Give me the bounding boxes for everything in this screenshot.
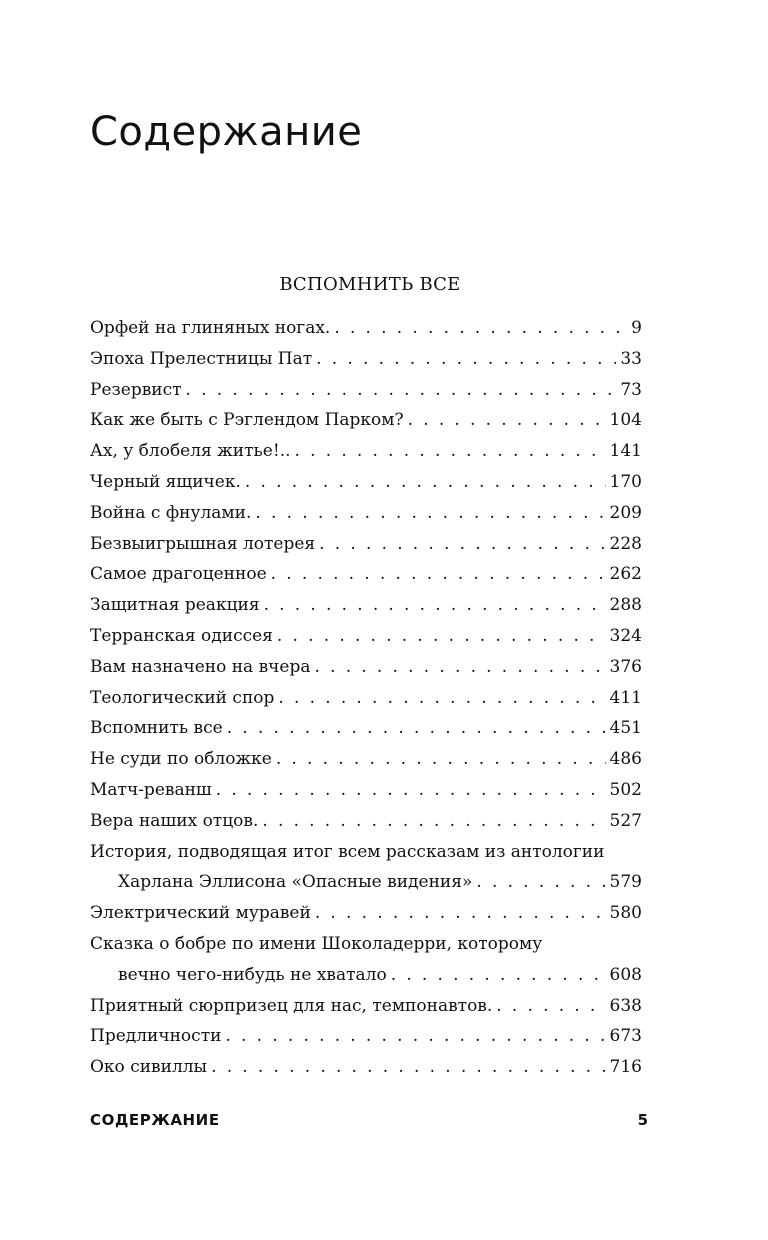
toc-entry-title: Приятный сюрпризец для нас, темпонавтов. [90, 995, 493, 1016]
toc-entry [90, 806, 642, 837]
toc-page-number: 451 [609, 718, 642, 739]
toc-entry-line [90, 621, 642, 652]
toc-page-number: 411 [609, 687, 642, 708]
toc-entry-line [90, 375, 642, 406]
toc-entry [90, 929, 642, 991]
toc-page-number: 673 [609, 1026, 642, 1047]
toc-page-number: 716 [609, 1057, 642, 1078]
toc-entry [90, 683, 642, 714]
toc-entry-line [90, 313, 642, 344]
toc-page-number: 486 [609, 749, 642, 770]
toc-entry-title: Теологический спор [90, 687, 275, 708]
toc-entry [90, 1021, 642, 1052]
toc-leader-dots [278, 683, 605, 714]
section-heading: ВСПОМНИТЬ ВСЕ [279, 274, 461, 295]
toc-page-number: 141 [609, 441, 642, 462]
toc-entry [90, 498, 642, 529]
toc-page-number: 288 [609, 595, 642, 616]
toc-entry-title: Ах, у блобеля житье!.. [90, 441, 291, 462]
toc-page-number: 324 [609, 625, 642, 646]
toc-entry-line [90, 436, 642, 467]
toc-page-number: 638 [609, 995, 642, 1016]
toc-leader-dots [255, 498, 605, 529]
toc-entry-line [90, 467, 642, 498]
toc-page-number: 527 [609, 810, 642, 831]
toc-entry [90, 467, 642, 498]
toc-leader-dots [319, 529, 605, 560]
toc-page-number: 9 [631, 318, 642, 338]
toc-entry [90, 529, 642, 560]
toc-entry-line [90, 529, 642, 560]
toc-page-number: 209 [609, 502, 642, 523]
toc-entry-line [90, 806, 642, 837]
toc-leader-dots [315, 898, 606, 929]
toc-entry [90, 991, 642, 1022]
toc-entry [90, 744, 642, 775]
toc-entry [90, 559, 642, 590]
toc-leader-dots [315, 652, 606, 683]
toc-entry [90, 1052, 642, 1083]
toc-leader-dots [476, 867, 605, 898]
toc-leader-dots [271, 559, 606, 590]
toc-entry-title: Харлана Эллисона «Опасные видения» [118, 872, 473, 893]
toc-leader-dots [316, 344, 616, 375]
toc-entry-title: История, подводящая итог всем рассказам из антологии [90, 841, 605, 862]
toc-entry [90, 652, 642, 683]
toc-leader-dots [245, 467, 606, 498]
toc-entry [90, 436, 642, 467]
toc-leader-dots [334, 313, 627, 344]
page-title: Содержание [90, 109, 363, 155]
toc-entry-line [90, 590, 642, 621]
toc-entry-line [90, 1052, 642, 1083]
toc-page-number: 33 [620, 348, 642, 369]
toc-entry-line [90, 991, 642, 1022]
toc-entry-line [90, 1021, 642, 1052]
toc-entry-title: Око сивиллы [90, 1057, 208, 1078]
toc-entry-title: Предличности [90, 1026, 222, 1047]
toc-leader-dots [277, 621, 606, 652]
toc-entry-line [90, 929, 642, 960]
toc-entry-continuation [90, 867, 642, 898]
toc-page-number: 170 [609, 471, 642, 492]
toc-leader-dots [216, 775, 606, 806]
toc-entry-line [90, 898, 642, 929]
toc-entry-line [90, 775, 642, 806]
toc-leader-dots [211, 1052, 605, 1083]
toc-leader-dots [276, 744, 606, 775]
toc-entry [90, 837, 642, 899]
toc-entry-title: Защитная реакция [90, 595, 260, 616]
toc-page-number: 104 [609, 410, 642, 431]
toc-page-number: 376 [609, 656, 642, 677]
toc-entry-line [90, 683, 642, 714]
toc-leader-dots [391, 960, 606, 991]
toc-entry-line [90, 405, 642, 436]
toc-entry-continuation [90, 960, 642, 991]
table-of-contents [90, 313, 642, 1083]
toc-entry [90, 775, 642, 806]
toc-leader-dots [264, 590, 606, 621]
toc-entry-title: Эпоха Прелестницы Пат [90, 348, 313, 369]
toc-entry-title: Матч-реванш [90, 779, 212, 800]
toc-entry-line [90, 652, 642, 683]
toc-entry-title: Вера наших отцов. [90, 810, 259, 831]
toc-entry-title: Вспомнить все [90, 718, 223, 739]
toc-entry [90, 344, 642, 375]
toc-leader-dots [408, 405, 606, 436]
toc-page-number: 608 [609, 964, 642, 985]
toc-leader-dots [295, 436, 606, 467]
toc-leader-dots [262, 806, 605, 837]
toc-entry-line [90, 344, 642, 375]
toc-entry [90, 713, 642, 744]
toc-entry-line [90, 713, 642, 744]
toc-page-number: 73 [620, 379, 642, 400]
toc-entry [90, 375, 642, 406]
toc-entry-title: Вам назначено на вчера [90, 656, 311, 677]
toc-entry-title: Безвыигрышная лотерея [90, 533, 316, 554]
toc-entry-title: Самое драгоценное [90, 564, 267, 585]
toc-page-number: 579 [609, 872, 642, 893]
toc-entry [90, 313, 642, 344]
toc-entry-title: Орфей на глиняных ногах. [90, 318, 331, 338]
toc-entry-title: Война с фнулами. [90, 502, 252, 523]
running-head: СОДЕРЖАНИЕ [90, 1111, 220, 1129]
toc-leader-dots [227, 713, 606, 744]
page-number: 5 [637, 1111, 648, 1129]
toc-entry-title: Резервист [90, 379, 182, 400]
toc-entry-title: Электрический муравей [90, 903, 311, 924]
toc-entry [90, 590, 642, 621]
toc-entry-line [90, 837, 642, 868]
toc-entry-line [90, 498, 642, 529]
toc-entry-line [90, 744, 642, 775]
toc-leader-dots [496, 991, 605, 1022]
toc-entry-line [90, 559, 642, 590]
toc-page-number: 228 [609, 533, 642, 554]
toc-page-number: 502 [609, 779, 642, 800]
toc-page-number: 262 [609, 564, 642, 585]
toc-page-number: 580 [609, 903, 642, 924]
toc-entry-title: Терранская одиссея [90, 625, 273, 646]
toc-entry-title: Сказка о бобре по имени Шоколадерри, которому [90, 933, 543, 954]
toc-entry [90, 405, 642, 436]
toc-entry [90, 898, 642, 929]
toc-leader-dots [225, 1021, 605, 1052]
toc-entry-title: Не суди по обложке [90, 749, 272, 770]
toc-entry [90, 621, 642, 652]
toc-entry-title: Черный ящичек. [90, 471, 241, 492]
toc-entry-title: вечно чего-нибудь не хватало [118, 964, 387, 985]
toc-leader-dots [186, 375, 617, 406]
toc-entry-title: Как же быть с Рэглендом Парком? [90, 410, 404, 431]
